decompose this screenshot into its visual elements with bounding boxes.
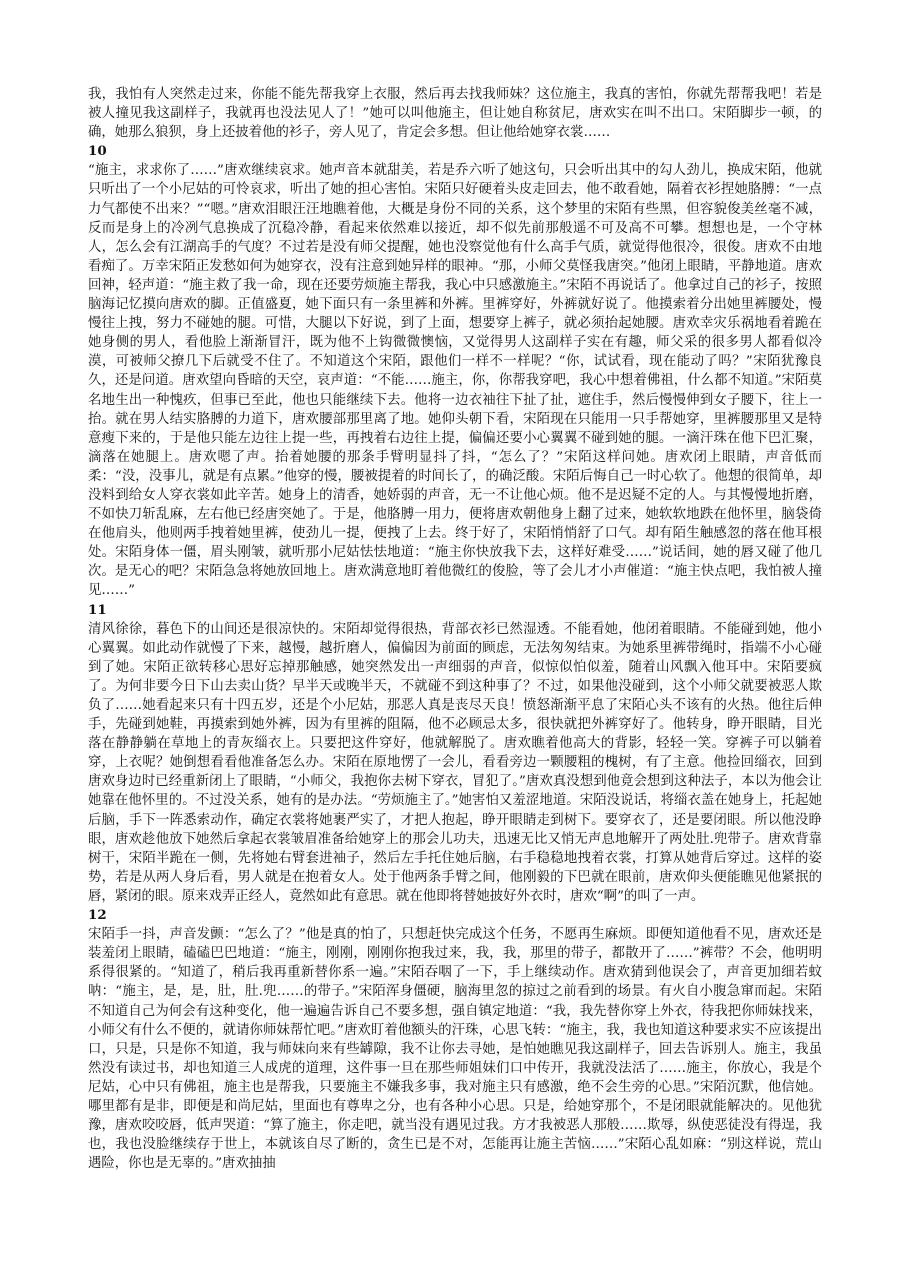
document-page	[88, 85, 822, 1173]
chapter-number-11: 11	[88, 601, 107, 618]
paragraph-continuation: 我，我怕有人突然走过来，你能不能先帮我穿上衣服，然后再去找我师妹？这位施主，我真的害怕，你就先帮帮我吧！若是被人撞见我这副样子，我就再也没法见人了！”她可以叫他施主，但让她自称贫尼，唐欢实在叫不出口。宋陌脚步一顿，的确，她那么狼狈，身上还披着他的衫子，旁人见了，肯定会多想。但让他给她穿衣裳……	[88, 87, 822, 141]
chapter-10-text: “施主，求求你了……”唐欢继续哀求。她声音本就甜美，若是乔六听了她这句，只会听出其中的勾人劲儿，换成宋陌，他就只听出了一个小尼姑的可怜哀求，听出了她的担心害怕。宋陌只好硬着头皮走回去，他不敢看她，隔着衣衫捏她胳膊：“一点力气都使不出来？”“嗯。”唐欢泪眼汪汪地瞧着他，大概是身份不同的关系，这个梦里的宋陌有些黑，但容貌俊美丝毫不减，反而是身上的冷冽气息换成了沉稳冷静，看起来依然难以接近，却不似先前那般遥不可及高不可攀。想想也是，一个守林人，怎么会有江湖高手的气度？不过若是没有师父提醒，她也没察觉他有什么高手气质，就觉得他很冷，很俊。唐欢不由地看痴了。万幸宋陌正发愁如何为她穿衣，没有注意到她异样的眼神。“那，小师父莫怪我唐突。”他闭上眼睛，平静地道。唐欢回神，轻声道：“施主救了我一命，现在还要劳烦施主帮我，我心中只感激施主。”宋陌不再说话了。他拿过自己的衫子，按照脑海记忆摸向唐欢的脚。正值盛夏，她下面只有一条里裤和外裤。里裤穿好，外裤就好说了。他摸索着分出她里裤腰处，慢慢往上拽，努力不碰她的腿。可惜，大腿以下好说，到了上面，想要穿上裤子，就必须抬起她腰。唐欢幸灾乐祸地看着跪在她身侧的男人，看他脸上渐渐冒汗，既为他不上钩微微懊恼，又觉得男人这副样子实在有趣，师父采的很多男人都看似冷漠，可被师父撩几下后就受不住了。不知道这个宋陌，跟他们一样不一样呢？“你，试试看，现在能动了吗？”宋陌犹豫良久，还是问道。唐欢望向昏暗的天空，哀声道：“不能……施主，你，你帮我穿吧，我心中想着佛祖，什么都不知道。”宋陌莫名地生出一种愧疚，但事已至此，他也只能继续下去。他将一边衣袖往下扯了扯，遮住手，然后慢慢伸到女子腰下，往上一抬。就在男人结实胳膊的力道下，唐欢腰部那里离了地。她仰头朝下看，宋陌现在只能用一只手帮她穿，里裤腰那里又是特意瘦下来的，于是他只能左边往上提一些，再拽着右边往上提，偏偏还要小心翼翼不碰到她的腿。一滴汗珠在他下巴汇聚，滴落在她腿上。唐欢嗯了声。抬着她腰的那条手臂明显抖了抖，“怎么了？”宋陌这样问她。唐欢闭上眼睛，声音低而柔：“没，没事儿，就是有点累。”他穿的慢，腰被提着的时间长了，的确泛酸。宋陌后悔自己一时心软了。他想的很简单，却没料到给女人穿衣裳如此辛苦。她身上的清香，她娇弱的声音，无一不让他心烦。他不是迟疑不定的人。与其慢慢地折磨，不如快刀斩乱麻，左右他已经唐突她了。于是，他胳膊一用力，便将唐欢朝他身上翻了过来，她软软地跌在他怀里，脑袋倚在他肩头，他则两手拽着她里裤，使劲儿一提，便拽了上去。终于好了，宋陌悄悄舒了口气。却有陌生触感忽的落在他耳根处。宋陌身体一僵，眉头刚皱，就听那小尼姑怯怯地道：“施主你快放我下去，这样好难受……”说话间，她的唇又碰了他几次。是无心的吧？宋陌急急将她放回地上。唐欢满意地盯着他微红的俊脸，等了会儿才小声催道：“施主快点吧，我怕被人撞见……”	[88, 163, 822, 599]
chapter-number-12: 12	[88, 907, 107, 924]
chapter-12-text: 宋陌手一抖，声音发颤：“怎么了？”他是真的怕了，只想赶快完成这个任务，不愿再生麻烦。即便知道他看不见，唐欢还是装羞闭上眼睛，磕磕巴巴地道：“施主，刚刚，刚刚你抱我过来，我，我，那里的带子，都散开了……”裤带？不会，他明明系得很紧的。“知道了，稍后我再重新替你系一遍。”宋陌吞咽了一下，手上继续动作。唐欢猜到他误会了，声音更加细若蚊呐：“施主，是，是，肚，肚.兜……的带子。”宋陌浑身僵硬，脑海里忽的掠过之前看到的场景。有火自小腹急窜而起。宋陌不知道自己为何会有这种变化，他一遍遍告诉自己不要多想，强自镇定地道：“我，我先替你穿上外衣，待我把你师妹找来，小师父有什么不便的，就请你师妹帮忙吧。”唐欢盯着他额头的汗珠，心思飞转：“施主，我，我也知道这种要求实不应该提出口，只是，只是你不知道，我与师妹向来有些罅隙，我不让你去寻她，是怕她瞧见我这副样子，回去告诉别人。施主，我虽然没有读过书，却也知道三人成虎的道理，这件事一旦在那些师姐妹们口中传开，我就没法活了……施主，你放心，我是个尼姑，心中只有佛祖，施主也是帮我，只要施主不嫌我多事，我对施主只有感激，绝不会生旁的心思。”宋陌沉默，他信她。哪里都有是非，即便是和尚尼姑，里面也有尊卑之分，也有各种小心思。只是，给她穿那个，不是闭眼就能解决的。见他犹豫，唐欢咬咬唇，低声哭道：“算了施主，你走吧，就当没有遇见过我。方才我被恶人那般……欺辱，纵使恶徒没有得逞，我也，我也没脸继续存于世上，本就该自尽了断的，贪生已是不对，怎能再让施主苦恼……”宋陌心乱如麻：“别这样说，荒山遇险，你也是无辜的。”唐欢抽抽	[88, 927, 822, 1172]
chapter-number-10: 10	[88, 143, 107, 160]
chapter-11-text: 清风徐徐，暮色下的山间还是很凉快的。宋陌却觉得很热，背部衣衫已然湿透。不能看她，他闭着眼睛。不能碰到她，他小心翼翼。如此动作就慢了下来，越慢，越折磨人，偏偏因为前面的顾虑，无法匆匆结束。为她系里裤带绳时，指端不小心碰到了她。宋陌正欲转移心思好忘掉那触感，她突然发出一声细弱的声音，似惊似怕似羞，随着山风飘入他耳中。宋陌要疯了。为何非要今日下山去卖山货？早半天或晚半天，不就碰不到这种事了？不过，如果他没碰到，这个小师父就要被恶人欺负了……她看起来只有十四五岁，还是个小尼姑，那恶人真是丧尽天良！愤怒渐渐平息了宋陌心头不该有的火热。他往后伸手，先碰到她鞋，再摸索到她外裤，因为有里裤的阻隔，他不必顾忌太多，很快就把外裤穿好了。他转身，睁开眼睛，目光落在静静躺在草地上的青灰缁衣上。只要把这件穿好，他就解脱了。唐欢瞧着他高大的背影，轻轻一笑。穿裤子可以躺着穿，上衣呢？她倒想看看他准备怎么办。宋陌在原地愣了一会儿，看看旁边一颗腰粗的槐树，有了主意。他捡回缁衣，回到唐欢身边时已经重新闭上了眼睛，“小师父，我抱你去树下穿衣，冒犯了。”唐欢真没想到他竟会想到这种法子，本以为他会让她靠在他怀里的。不过没关系，她有的是办法。“劳烦施主了。”她害怕又羞涩地道。宋陌没说话，将缁衣盖在她身上，托起她后脑，手下一阵悉索动作，确定衣裳将她裹严实了，才把人抱起，睁开眼睛走到树下。要穿衣了，还是要闭眼。所以他没睁眼，唐欢趁他放下她然后拿起衣裳皱眉准备给她穿上的那会儿功夫，迅速无比又悄无声息地解开了两处肚.兜带子。唐欢背靠树干，宋陌半跪在一侧，先将她右臂套进袖子，然后左手托住她后脑，右手稳稳地拽着衣裳，打算从她背后穿过。这样的姿势，若是从两人身后看，男人就是在抱着女人。处于他两条手臂之间，他刚毅的下巴就在眼前，唐欢仰头便能瞧见他紧抿的唇，紧闭的眼。原来戏弄正经人，竟然如此有意思。就在他即将替她披好外衣时，唐欢“啊”的叫了一声。	[88, 621, 822, 904]
